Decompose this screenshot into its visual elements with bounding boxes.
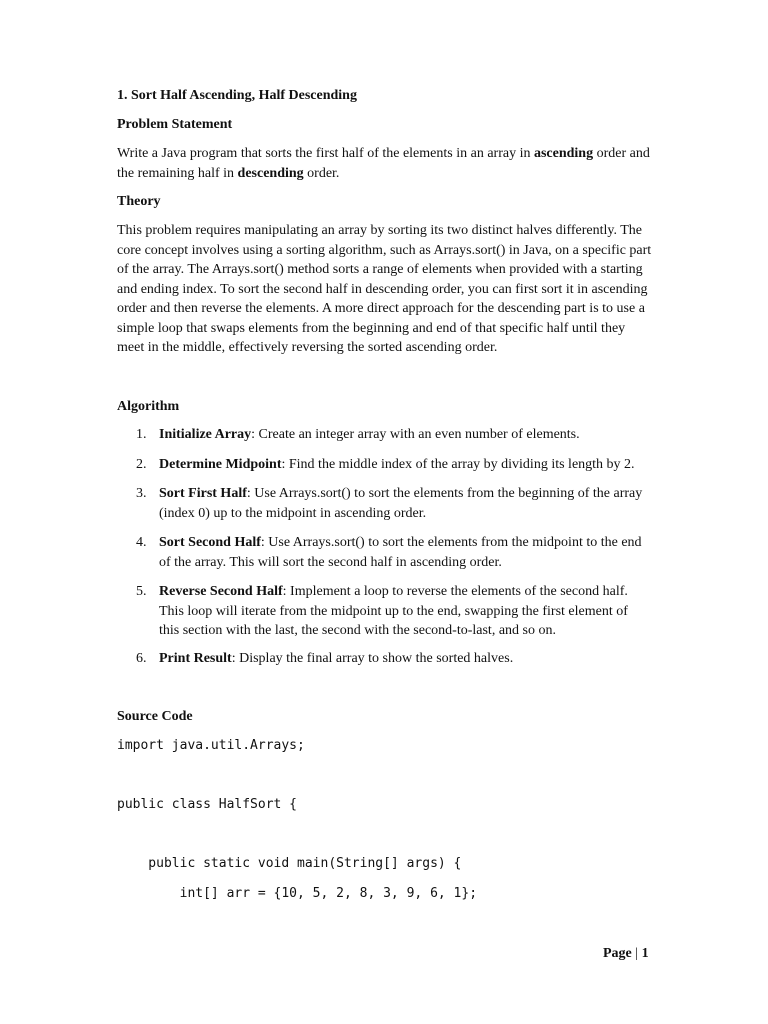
code-line: public class HalfSort { bbox=[117, 797, 298, 812]
problem-statement-text: Write a Java program that sorts the first half of the elements in an array in ascending order and the remaining half in descending order. bbox=[117, 146, 650, 181]
step-title: Reverse Second Half bbox=[159, 584, 283, 599]
problem-statement-heading: Problem Statement bbox=[117, 117, 233, 132]
step-number: 6. bbox=[136, 651, 147, 666]
step-title: Print Result bbox=[159, 651, 232, 666]
algorithm-heading: Algorithm bbox=[117, 399, 180, 414]
step-title: Sort First Half bbox=[159, 486, 247, 501]
emphasis-ascending: ascending bbox=[533, 146, 594, 161]
step-number: 5. bbox=[136, 584, 147, 599]
code-line: public static void main(String[] args) { bbox=[117, 856, 462, 871]
emphasis-descending: descending bbox=[237, 165, 304, 181]
page-number: 1 bbox=[641, 946, 649, 961]
step-title: Initialize Array bbox=[159, 427, 252, 442]
step-text: Determine Midpoint: Find the middle index of the array by dividing its length by 2. bbox=[159, 457, 635, 472]
step-text: Print Result: Display the final array to show the sorted halves. bbox=[159, 651, 514, 666]
step-number: 2. bbox=[136, 457, 147, 472]
document-title: 1. Sort Half Ascending, Half Descending bbox=[117, 88, 357, 103]
code-line: int[] arr = {10, 5, 2, 8, 3, 9, 6, 1}; bbox=[117, 886, 478, 901]
theory-heading: Theory bbox=[117, 194, 161, 209]
theory-paragraph: This problem requires manipulating an array by sorting its two distinct halves differently. The core concept involves using a sorting algorithm, such as Arrays.sort() in Java, on a specific part of the array. The Arrays.sort() method sorts a range of elements when provided with a starting and ending index. To sort the second half in descending order, you can first sort it in ascending order and then reverse the elements. A more direct approach for the descending part is to use a simple loop that swaps elements from the beginning and end of that specific half until they meet in the middle, effectively reversing the sorted ascending order. bbox=[117, 223, 652, 355]
step-text: Sort First Half: Use Arrays.sort() to sort the elements from the beginning of the array (index 0) up to the midpoint in ascending order. bbox=[159, 486, 643, 521]
source-code-heading: Source Code bbox=[117, 709, 193, 724]
step-title: Sort Second Half bbox=[159, 535, 261, 550]
code-line: import java.util.Arrays; bbox=[117, 738, 305, 753]
page-footer bbox=[603, 945, 649, 963]
page-separator: | bbox=[631, 946, 642, 961]
page-label: Page bbox=[603, 946, 632, 961]
step-text: Sort Second Half: Use Arrays.sort() to sort the elements from the midpoint to the end of the array. This will sort the second half in ascending order. bbox=[159, 535, 642, 570]
step-text: Initialize Array: Create an integer array with an even number of elements. bbox=[159, 427, 580, 442]
step-number: 4. bbox=[136, 535, 147, 550]
step-title: Determine Midpoint bbox=[159, 457, 282, 472]
step-number: 1. bbox=[136, 427, 147, 442]
step-number: 3. bbox=[136, 486, 147, 501]
step-text: Reverse Second Half: Implement a loop to reverse the elements of the second half. This loop will iterate from the midpoint up to the end, swapping the first element of this section with the last, the second with the second-to-last, and so on. bbox=[159, 584, 628, 638]
